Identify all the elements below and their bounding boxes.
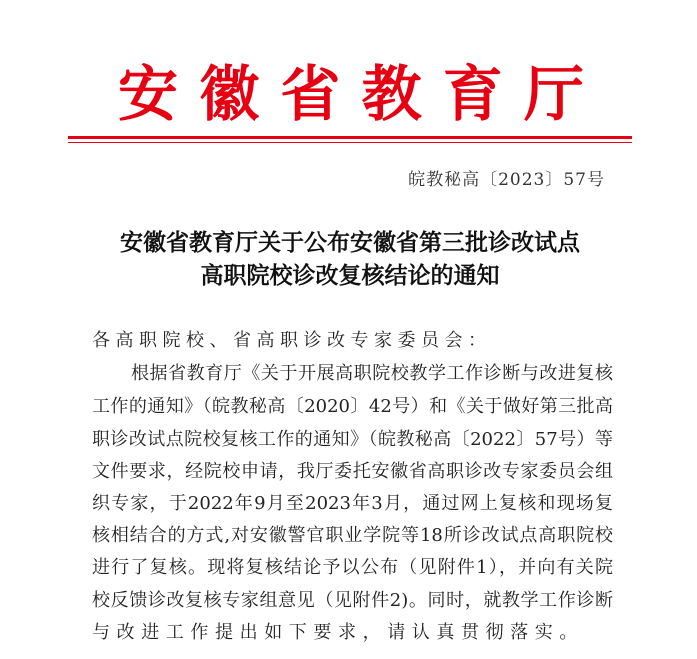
- masthead-title: 安徽省教育厅: [118, 60, 584, 130]
- notice-title-line-2: 高职院校诊改复核结论的通知: [200, 262, 500, 289]
- body-line: 进行了复核。现将复核结论予以公布（见附件1），并向有关院: [92, 557, 613, 578]
- body-line: 职诊改试点院校复核工作的通知》（皖教秘高〔2022〕57号）等: [92, 429, 613, 450]
- notice-title-line-1: 安徽省教育厅关于公布安徽省第三批诊改试点: [120, 229, 580, 256]
- red-divider-thick: [68, 136, 632, 139]
- body-line: 文件要求，经院校申请，我厅委托安徽省高职诊改专家委员会组: [92, 461, 613, 482]
- salutation: 各高职院校、省高职诊改专家委员会：: [92, 330, 492, 351]
- document-number: 皖教秘高〔2023〕57号: [408, 170, 605, 190]
- body-line: 核相结合的方式,对安徽警官职业学院等18所诊改试点高职院校: [92, 525, 613, 546]
- body-line: 与改进工作提出如下要求，请认真贯彻落实。: [92, 622, 584, 643]
- red-divider-thin: [68, 142, 632, 143]
- body-line: 根据省教育厅《关于开展高职院校教学工作诊断与改进复核: [131, 363, 613, 384]
- body-line: 织专家，于2022年9月至2023年3月，通过网上复核和现场复: [92, 493, 613, 514]
- body-line: 工作的通知》（皖教秘高〔2020〕42号）和《关于做好第三批高: [92, 396, 613, 417]
- body-line: 校反馈诊改复核专家组意见（见附件2)。同时，就教学工作诊断: [92, 590, 613, 611]
